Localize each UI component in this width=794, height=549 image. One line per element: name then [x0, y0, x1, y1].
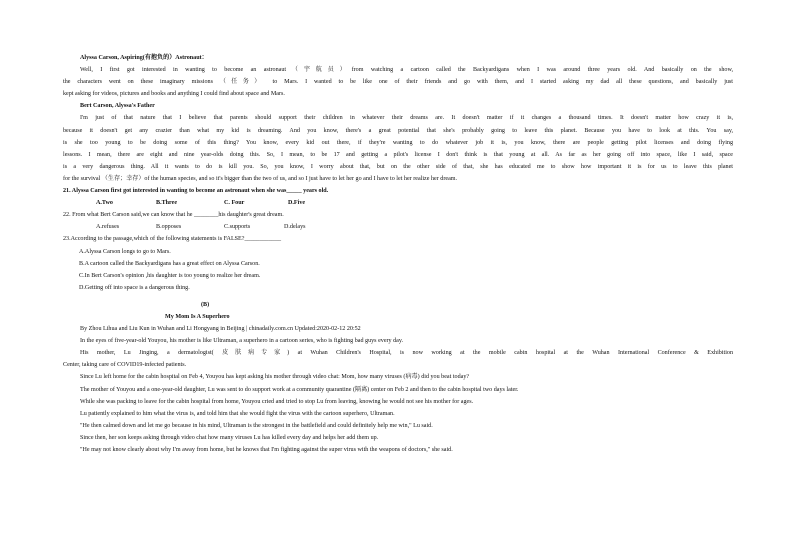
question-23-stem: 23.According to the passage,which of the following statements is FALSE?____________ [63, 236, 282, 243]
document-page [63, 52, 733, 456]
option-d[interactable]: D.Five [288, 200, 306, 207]
passage-a-para2-line: is she too young to be doing some of this thing? You know, every kid out there, if they're wanting to do whatever job it is, you know, there are people getting pilot licenses and doing flying [63, 139, 733, 146]
passage-b-line: "He then calmed down and let me go because in his mind, Ultraman is the strongest in the battlefield and could definitely help me win," Lu said. [80, 422, 433, 429]
option-b[interactable]: B.opposes [156, 224, 182, 231]
option-a[interactable]: A.Alyssa Carson longs to go to Mars. [79, 248, 171, 255]
passage-b-byline: By Zhou Lihua and Liu Kun in Wuhan and Li Hongyang in Beijing | chinadaily.com.cn Updated:2020-02-12 20:52 [80, 326, 361, 333]
question-21-options [63, 197, 733, 209]
passage-a-subheading: Bert Carson, Alyssa's Father [80, 103, 155, 110]
passage-a-para2-line: because it doesn't get any crazier than what my kid is dreaming. And you know, there's a great potential that she's probably going to leave this planet. Because you have to look at this. You say, [63, 127, 733, 134]
question-21-stem: 21. Alyssa Carson first got interested in wanting to become an astronaut when she was_____ years old. [63, 188, 329, 195]
passage-a-para1-line: Well, I first got interested in wanting to become an astronaut（宇航员）from watching a cartoon called the Backyardigans when I was around three years old. And basically on the show, [80, 67, 733, 74]
option-c[interactable]: C.In Bert Carson's opinion ,his daughter is too young to realize her dream. [79, 272, 261, 279]
option-b[interactable]: B.A cartoon called the Backyardigans has a great effect on Alyssa Carson. [79, 260, 260, 267]
option-d[interactable]: D.delays [284, 224, 306, 231]
option-b[interactable]: B.Three [156, 200, 178, 207]
passage-b-line: His mother, Lu Jinging, a dermatologist( 皮肤病专家) at Wuhan Children's Hospital, is now working at the mobile cabin hospital at the Wuhan International Conference & Exhibition [80, 350, 733, 357]
passage-a-para1-line: kept asking for videos, pictures and books and anything I could find about space and Mars. [63, 91, 285, 98]
passage-b-label: (B) [201, 301, 210, 308]
option-d[interactable]: D.Getting off into space is a dangerous thing. [79, 284, 190, 291]
passage-b-line: Since then, her son keeps asking through video chat how many viruses Lu has killed every day and helps her add them up. [80, 434, 379, 441]
option-a[interactable]: A.refuses [96, 224, 120, 231]
question-22-stem: 22. From what Bert Carson said,we can know that he ________his daughter's great dream. [63, 212, 284, 219]
passage-b-line: While she was packing to leave for the cabin hospital from home, Youyou cried and tried to stop Lu from leaving, knowing he would not see his mother for ages. [80, 398, 474, 405]
passage-b-line: Since Lu left home for the cabin hospital on Feb 4, Youyou has kept asking his mother through video chat: Mom, how many viruses (病毒) did you beat today? [80, 374, 470, 381]
passage-a-para1-line: the characters went on these imaginary missions （任务） to Mars. I wanted to be like one of their friends and go with them, and I started asking my dad all these questions, and basically just [63, 79, 733, 86]
option-c[interactable]: C. Four [224, 200, 245, 207]
passage-a-heading: Alyssa Carson, Aspiring(有抱负的）Astronaut： [80, 55, 208, 61]
passage-a-para2-line: is a very dangerous thing. All it wants to do is kill you. So, you know, I worry about that, but on the other side of that, she has educated me to show how important it is for us to leave this planet [63, 163, 733, 170]
passage-b-line: In the eyes of five-year-old Youyou, his mother is like Ultraman, a superhero in a cartoon series, who is fighting bad guys every day. [80, 338, 404, 345]
option-c[interactable]: C.supports [224, 224, 251, 231]
passage-b-line: Center, taking care of COVID19-infected patients. [63, 362, 187, 369]
question-22-options [63, 221, 733, 233]
passage-b-line: "He may not know clearly about why I'm away from home, but he knows that I'm fighting against the super virus with the weapons of doctors," she said. [80, 447, 453, 453]
passage-a-para2-line: for the survival （生存；幸存）of the human species, and so it's bigger than the two of us, and so I just have to let her go and I have to let her realize her dream. [63, 175, 458, 182]
passage-b-line: The mother of Youyou and a one-year-old daughter, Lu was sent to do support work at a community quarantine (隔离) center on Feb 2 and then to the cabin hospital two days later. [80, 386, 519, 393]
passage-a-para2-line: lessons. I mean, there are eight and nine year-olds doing this. So, I mean, to be 17 and getting a pilot's license I don't think is that young at all. As far as her going off into space, like I said, space [63, 151, 733, 158]
passage-b-title: My Mom Is A Superhero [165, 313, 230, 320]
passage-b-line: Lu patiently explained to him what the virus is, and told him that she would fight the virus with the cartoon superhero, Ultraman. [80, 410, 395, 417]
option-a[interactable]: A.Two [96, 200, 113, 207]
passage-a-para2-line: I'm just of that nature that I believe that parents should support their children in whatever their dreams are. It doesn't matter if it changes a thousand times. It doesn't matter how crazy it is, [80, 115, 733, 122]
